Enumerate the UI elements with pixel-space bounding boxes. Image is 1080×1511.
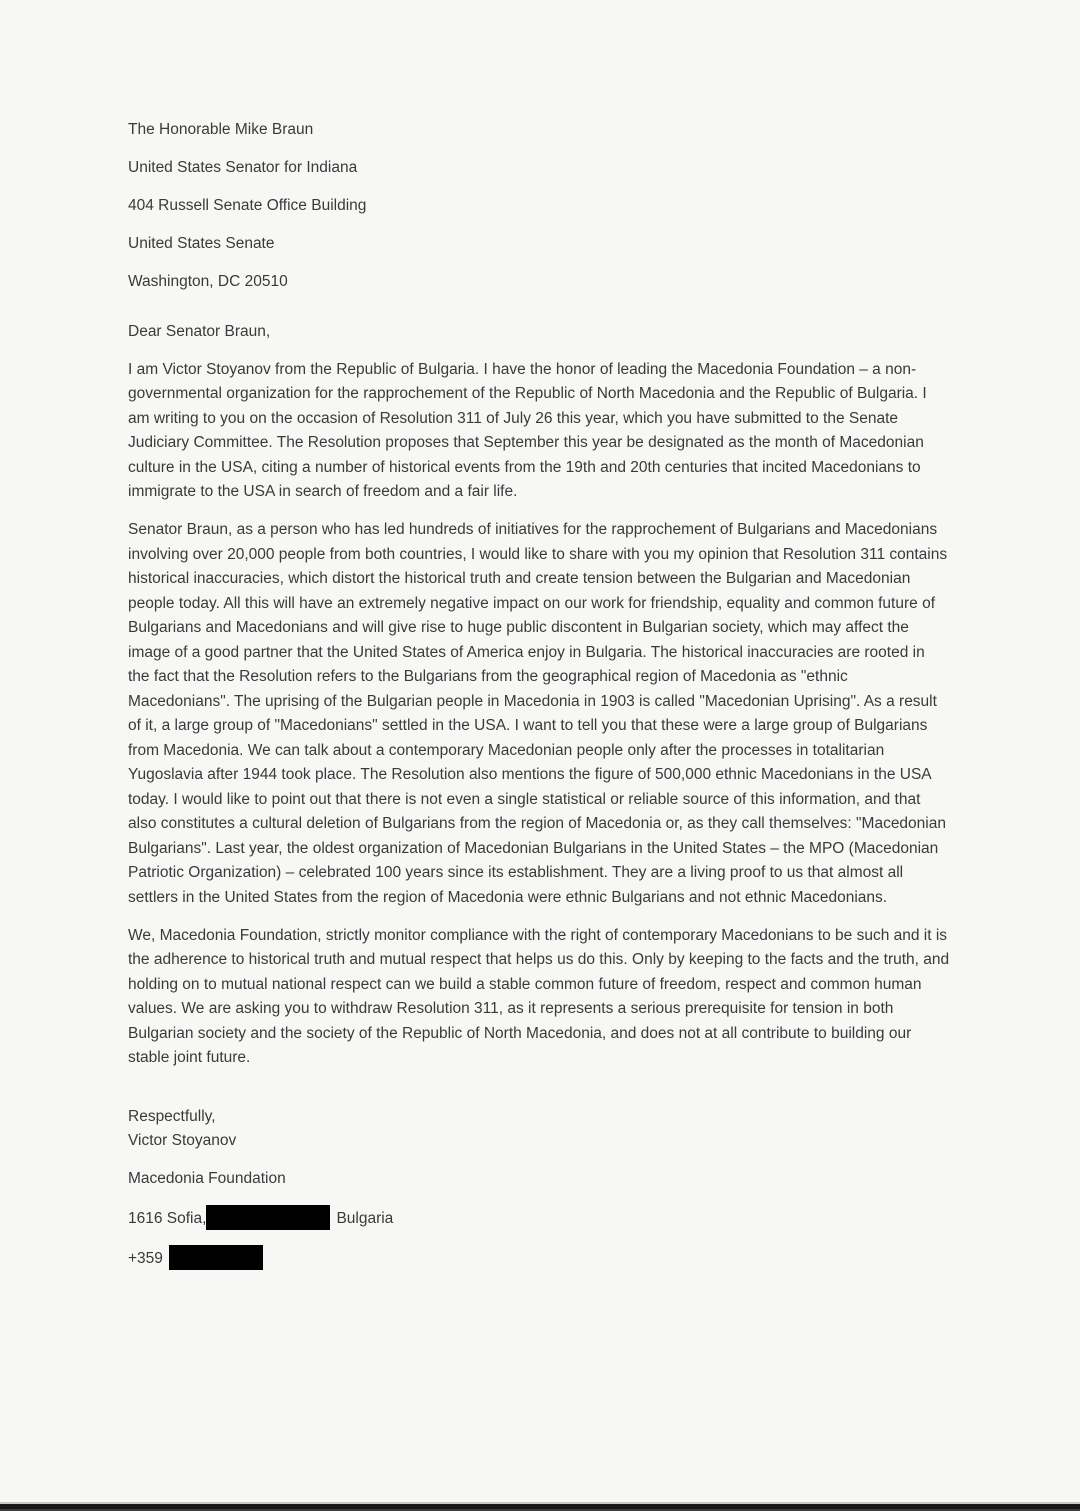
recipient-line-name: The Honorable Mike Braun <box>128 121 314 138</box>
address-line <box>128 1205 950 1232</box>
photo-bottom-edge <box>0 1502 1080 1511</box>
recipient-block <box>128 118 950 295</box>
phone-prefix: +359 <box>128 1250 163 1267</box>
address-redaction-box <box>206 1205 330 1230</box>
organization-name: Macedonia Foundation <box>128 1170 286 1187</box>
valediction: Respectfully, <box>128 1107 216 1125</box>
address-suffix: Bulgaria <box>336 1210 394 1227</box>
salutation: Dear Senator Braun, <box>128 322 271 340</box>
closing-block <box>128 1105 950 1154</box>
body-paragraph-1: I am Victor Stoyanov from the Republic of Bulgaria. I have the honor of leading the Macedonia Foundation – a non-governmental organization for the rapprochement of the Republic of North Macedonia and the Republic of Bulgaria. I am writing to you on the occasion of Resolution 311 of July 26 this year, which you have submitted to the Senate Judiciary Committee. The Resolution proposes that September this year be designated as the month of Macedonian culture in the USA, citing a number of historical events from the 19th and 20th centuries that incited Macedonians to immigrate to the USA in search of freedom and a fair life. <box>128 360 927 500</box>
recipient-line-senate: United States Senate <box>128 235 275 252</box>
recipient-line-building: 404 Russell Senate Office Building <box>128 197 367 214</box>
recipient-line-title: United States Senator for Indiana <box>128 159 358 176</box>
phone-redaction-box <box>169 1245 263 1270</box>
recipient-line-city: Washington, DC 20510 <box>128 273 288 290</box>
phone-line <box>128 1245 950 1272</box>
body-paragraph-3: We, Macedonia Foundation, strictly monitor compliance with the right of contemporary Macedonians to be such and it is the adherence to historical truth and mutual respect that helps us do this. Only by keeping to the facts and the truth, and holding on to mutual national respect can we build a stable common future of freedom, respect and common human values. We are asking you to withdraw Resolution 311, as it represents a serious prerequisite for tension in both Bulgarian society and the society of the Republic of North Macedonia, and does not at all contribute to building our stable joint future. <box>128 926 950 1066</box>
address-prefix: 1616 Sofia, <box>128 1210 207 1227</box>
body-paragraph-2: Senator Braun, as a person who has led hundreds of initiatives for the rapprochement of Bulgarians and Macedonians involving over 20,000 people from both countries, I would like to share with you my opinion that Resolution 311 contains historical inaccuracies, which distort the historical truth and create tension between the Bulgarian and Macedonian people today. All this will have an extremely negative impact on our work for friendship, equality and common future of Bulgarians and Macedonians and will give rise to huge public discontent in Bulgarian society, which may affect the image of a good partner that the United States of America enjoy in Bulgaria. The historical inaccuracies are rooted in the fact that the Resolution refers to the Bulgarians from the geographical region of Macedonia as "ethnic Macedonians". The uprising of the Bulgarian people in Macedonia in 1903 is called "Macedonian Uprising". As a result of it, a large group of "Macedonians" settled in the USA. I want to tell you that these were a large group of Bulgarians from Macedonia. We can talk about a contemporary Macedonian people only after the processes in totalitarian Yugoslavia after 1944 took place. The Resolution also mentions the figure of 500,000 ethnic Macedonians in the USA today. I would like to point out that there is not even a single statistical or reliable source of this information, and that also constitutes a cultural deletion of Bulgarians from the region of Macedonia or, as they call themselves: "Macedonian Bulgarians". Last year, the oldest organization of Macedonian Bulgarians in the United States – the MPO (Macedonian Patriotic Organization) – celebrated 100 years since its establishment. They are a living proof to us that almost all settlers in the United States from the region of Macedonia were ethnic Bulgarians and not ethnic Macedonians. <box>128 521 948 906</box>
signer-name: Victor Stoyanov <box>128 1132 237 1149</box>
